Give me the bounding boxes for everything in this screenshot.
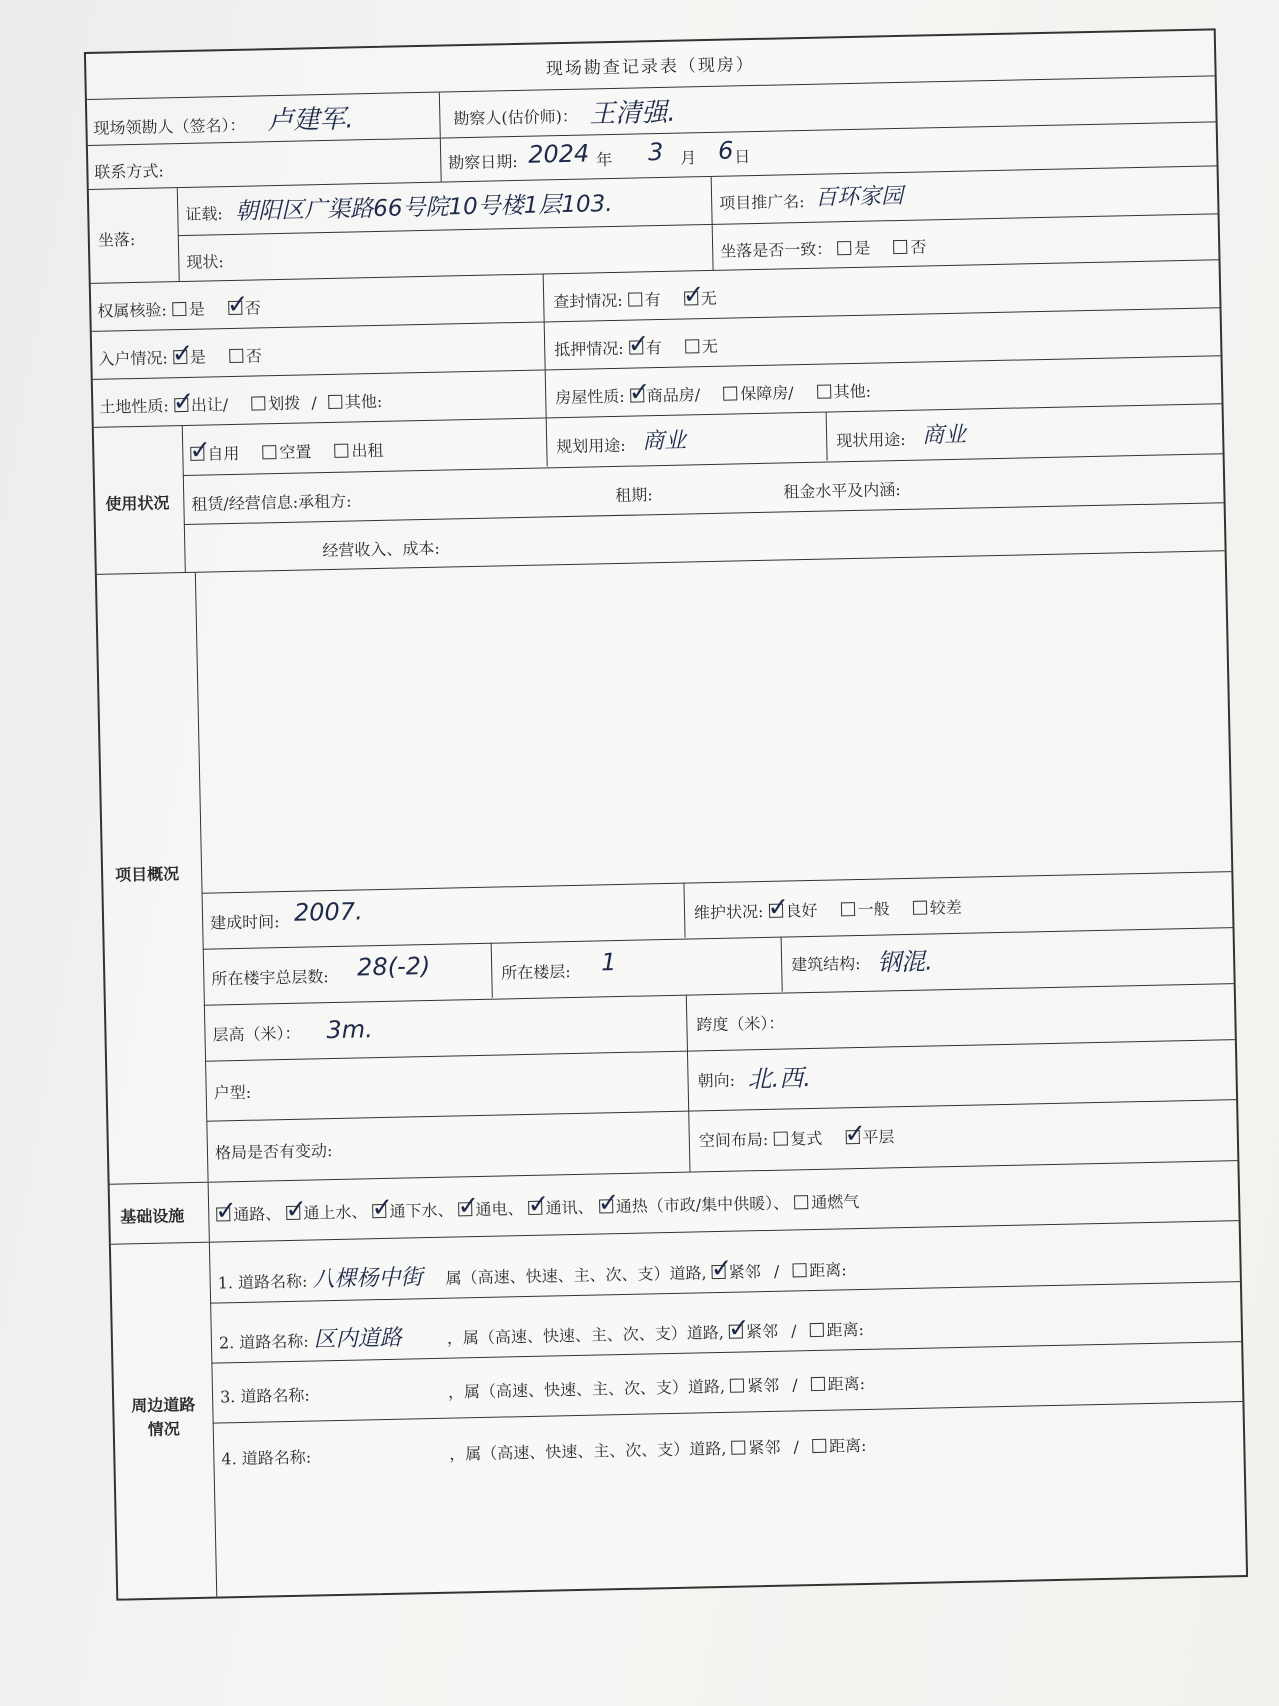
infra-telecom-checkbox[interactable]	[527, 1189, 550, 1220]
maintenance-field: 维护状况: ✓ 良好 一般 较差	[693, 892, 962, 923]
month-unit: 月	[680, 148, 697, 168]
date-day: 6	[717, 136, 734, 165]
checkmark-icon: ✓	[226, 289, 249, 321]
road2-distance-checkbox[interactable]	[809, 1323, 823, 1337]
orient-value: 北.西.	[747, 1064, 812, 1094]
entry-yes-checkbox[interactable]	[171, 338, 194, 370]
leader-signature: 卢建军.	[267, 104, 354, 137]
row-project	[97, 550, 1238, 1183]
checkmark-icon: ✓	[710, 1253, 733, 1285]
road-row-3: 3. 道路名称: ，属（高速、快速、主、次、支）道路, 紧邻 / 距离:	[219, 1373, 866, 1407]
checkmark-icon: ✓	[767, 892, 790, 923]
seal-yes-checkbox[interactable]	[628, 292, 642, 306]
floor-label: 所在楼层:	[501, 962, 571, 983]
surveyor-label: 勘察人(估价师)：	[453, 106, 579, 129]
usage-vacant-checkbox[interactable]	[262, 445, 276, 459]
checkmark-icon: ✓	[188, 435, 212, 466]
income-label: 经营收入、成本:	[322, 538, 440, 561]
maint-good-checkbox[interactable]	[767, 892, 790, 923]
road-row-2: 2. 道路名称: 区内道路 ，属（高速、快速、主、次、支）道路, ✓ 紧邻 / 距离:	[218, 1313, 865, 1353]
entry-field: 入户情况: ✓ 是 否	[98, 338, 263, 370]
usage-self-checkbox[interactable]	[188, 435, 212, 466]
road3-adjacent-checkbox[interactable]	[730, 1378, 744, 1392]
term-label: 租期:	[615, 485, 653, 505]
infra-drainage-checkbox[interactable]	[371, 1192, 394, 1224]
mortgage-field: 抵押情况: ✓ 有 无	[554, 329, 719, 360]
seal-field: 查封情况: 有 ✓ 无	[553, 280, 718, 312]
checkmark-icon: ✓	[214, 1196, 238, 1227]
consistent-no-checkbox[interactable]	[893, 240, 907, 254]
orient-label: 朝向:	[697, 1070, 736, 1091]
checkmark-icon: ✓	[172, 386, 195, 418]
land-other-checkbox[interactable]	[328, 395, 342, 409]
road1-distance-checkbox[interactable]	[792, 1263, 806, 1277]
ownership-no-checkbox[interactable]	[226, 289, 249, 321]
project-label: 项目概况	[114, 864, 180, 885]
entry-no-checkbox[interactable]	[229, 349, 243, 363]
space-flat-checkbox[interactable]	[844, 1118, 867, 1150]
seal-no-checkbox[interactable]	[682, 280, 705, 311]
infra-water-supply-checkbox[interactable]	[284, 1194, 308, 1226]
usage-rent-checkbox[interactable]	[334, 444, 348, 458]
height-value: 3m.	[326, 1015, 374, 1045]
day-unit: 日	[734, 147, 751, 167]
date-month: 3	[647, 137, 664, 167]
road-name-1: 八棵杨中街	[312, 1265, 423, 1293]
road2-adjacent-checkbox[interactable]	[727, 1313, 751, 1344]
date-label: 勘察日期:	[448, 151, 518, 173]
plan-value: 商业	[641, 428, 687, 455]
current-label: 现状用途:	[836, 429, 906, 451]
infra-gas-checkbox[interactable]	[794, 1195, 808, 1209]
checkmark-icon: ✓	[527, 1189, 550, 1220]
form-title: 现场勘查记录表（现房）	[545, 54, 756, 80]
rent-label: 租金水平及内涵:	[783, 480, 901, 502]
maint-poor-checkbox[interactable]	[913, 901, 927, 915]
roads-label: 周边道路情况	[131, 1394, 196, 1439]
location-label: 坐落:	[97, 229, 136, 250]
span-label: 跨度（米）：	[696, 1013, 785, 1035]
road-name-2: 区内道路	[313, 1325, 403, 1353]
road1-adjacent-checkbox[interactable]	[710, 1253, 733, 1285]
status-label: 现状:	[186, 252, 224, 272]
space-field: 空间布局: 复式 ✓ 平层	[698, 1118, 895, 1151]
checkmark-icon: ✓	[627, 329, 650, 360]
land-field: 土地性质: ✓ 出让/ 划拨 / 其他:	[99, 386, 383, 418]
built-label: 建成时间:	[209, 912, 280, 933]
survey-form	[84, 28, 1248, 1600]
road-name-3	[315, 1398, 443, 1401]
house-other-checkbox[interactable]	[817, 384, 831, 398]
checkmark-icon: ✓	[682, 280, 705, 311]
checkmark-icon: ✓	[628, 377, 651, 408]
layout-label: 格局是否有变动:	[214, 1141, 333, 1163]
plan-label: 规划用途:	[556, 435, 626, 457]
checkmark-icon: ✓	[844, 1118, 867, 1150]
road-row-1: 1. 道路名称: 八棵杨中街 属（高速、快速、主、次、支）道路, ✓ 紧邻 / 距离:	[217, 1253, 847, 1293]
mortgage-yes-checkbox[interactable]	[627, 329, 650, 360]
ownership-yes-checkbox[interactable]	[172, 302, 186, 316]
checkmark-icon: ✓	[727, 1313, 751, 1344]
date-year: 2024	[527, 139, 590, 169]
space-duplex-checkbox[interactable]	[773, 1132, 787, 1146]
contact-label: 联系方式:	[94, 161, 165, 182]
road3-distance-checkbox[interactable]	[811, 1377, 825, 1391]
infra-road-checkbox[interactable]	[214, 1196, 238, 1227]
consistent-yes-checkbox[interactable]	[837, 241, 851, 255]
maint-normal-checkbox[interactable]	[840, 902, 854, 916]
usage-label: 使用状况	[105, 493, 170, 514]
infra-power-checkbox[interactable]	[457, 1190, 480, 1222]
current-value: 商业	[921, 422, 967, 449]
floor-value: 1	[600, 948, 617, 977]
infra-options: ✓ 通路、 ✓ 通上水、 ✓ 通下水、 ✓ 通电、 ✓ 通讯、 ✓ 通热（市政/集中供暖）、 通燃气	[214, 1188, 860, 1227]
usage-options: ✓ 自用 空置 出租	[188, 435, 384, 466]
year-unit: 年	[596, 149, 613, 170]
checkmark-icon: ✓	[597, 1188, 620, 1219]
leader-label: 现场领勘人（签名）：	[93, 115, 246, 138]
road-name-4	[316, 1460, 444, 1463]
type-label: 户型:	[213, 1082, 252, 1103]
structure-label: 建筑结构:	[790, 953, 861, 975]
promo-name: 百环家园	[814, 183, 904, 211]
cert-address: 朝阳区广渠路66号院10号楼1层103.	[235, 190, 613, 225]
height-label: 层高（米）：	[212, 1023, 301, 1045]
checkmark-icon: ✓	[284, 1194, 308, 1226]
lease-label: 租赁/经营信息:承租方:	[191, 491, 352, 514]
infra-heating-checkbox[interactable]	[597, 1188, 620, 1219]
road4-distance-checkbox[interactable]	[812, 1439, 826, 1453]
house-nature-field: 房屋性质: ✓ 商品房/ 保障房/ 其他:	[555, 377, 872, 408]
ownership-field: 权属核验: 是 ✓ 否	[97, 289, 262, 321]
road-row-4: 4. 道路名称: ，属（高速、快速、主、次、支）道路, 紧邻 / 距离:	[221, 1435, 867, 1469]
land-allocation-checkbox[interactable]	[251, 396, 265, 410]
land-transfer-checkbox[interactable]	[172, 386, 195, 418]
checkmark-icon: ✓	[171, 338, 194, 370]
built-value: 2007.	[293, 897, 363, 927]
road4-adjacent-checkbox[interactable]	[731, 1440, 745, 1454]
consistent-label: 坐落是否一致： 是 否	[720, 237, 927, 261]
house-commercial-checkbox[interactable]	[628, 377, 651, 408]
surveyor-signature: 王清强.	[589, 97, 676, 130]
floors-label: 所在楼宇总层数:	[211, 967, 329, 989]
floors-value: 28(-2)	[356, 951, 431, 982]
row-usage	[94, 403, 1225, 574]
row-roads	[111, 1220, 1246, 1599]
checkmark-icon: ✓	[371, 1192, 394, 1224]
house-affordable-checkbox[interactable]	[723, 386, 737, 400]
promo-label: 项目推广名:	[719, 191, 805, 213]
cert-label: 证载:	[185, 204, 223, 224]
structure-value: 钢混.	[876, 947, 934, 977]
infra-label: 基础设施	[120, 1206, 185, 1227]
checkmark-icon: ✓	[457, 1190, 480, 1222]
mortgage-no-checkbox[interactable]	[685, 339, 699, 353]
